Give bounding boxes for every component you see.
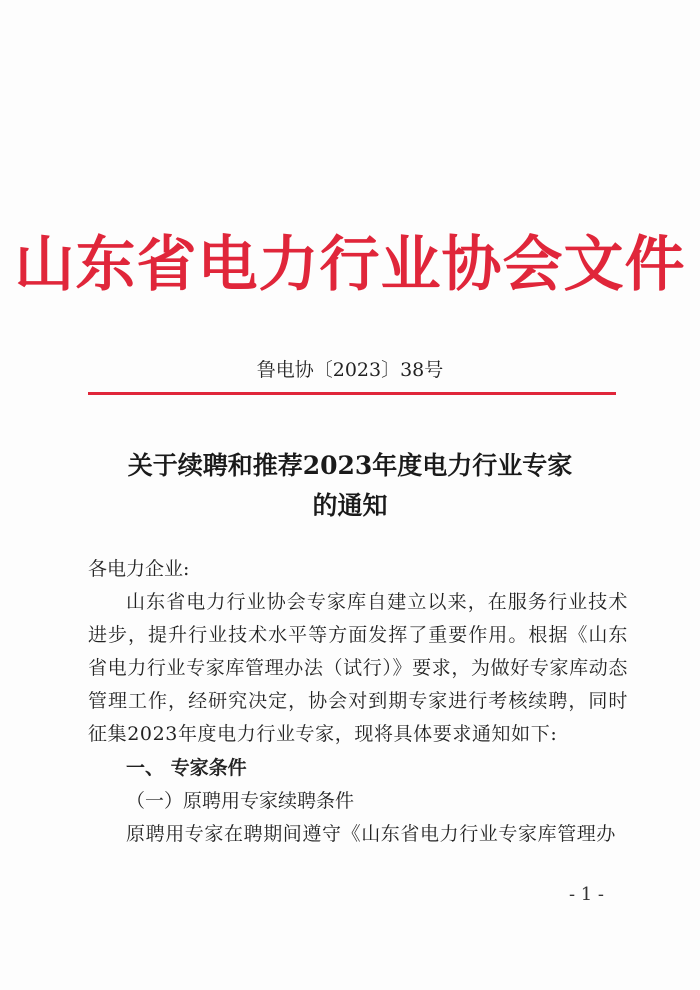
notice-heading-line-1: 关于续聘和推荐2023年度电力行业专家 <box>127 451 573 480</box>
body-paragraph-1: 山东省电力行业协会专家库自建立以来，在服务行业技术进步，提升行业技术水平等方面发挥了重要作用。根据《山东省电力行业专家库管理办法（试行）》要求，为做好专家库动态管理工作，经研究决定，协会对到期专家进行考核续聘，同时征集2023年度电力行业专家，现将具体要求通知如下: <box>88 591 628 745</box>
notice-heading-line-2: 的通知 <box>312 491 388 520</box>
page-number: - 1 - <box>568 884 604 905</box>
red-divider-line <box>88 392 616 395</box>
salutation: 各电力企业: <box>88 558 190 580</box>
notice-heading <box>0 446 700 526</box>
body-paragraph-2: 原聘用专家在聘期间遵守《山东省电力行业专家库管理办 <box>126 823 617 845</box>
subsection-heading-1: （一）原聘用专家续聘条件 <box>126 790 355 812</box>
section-heading-1: 一、 专家条件 <box>126 757 247 779</box>
document-number: 鲁电协〔2023〕38号 <box>256 359 444 381</box>
issuer-header-title: 山东省电力行业协会文件 <box>14 230 686 300</box>
